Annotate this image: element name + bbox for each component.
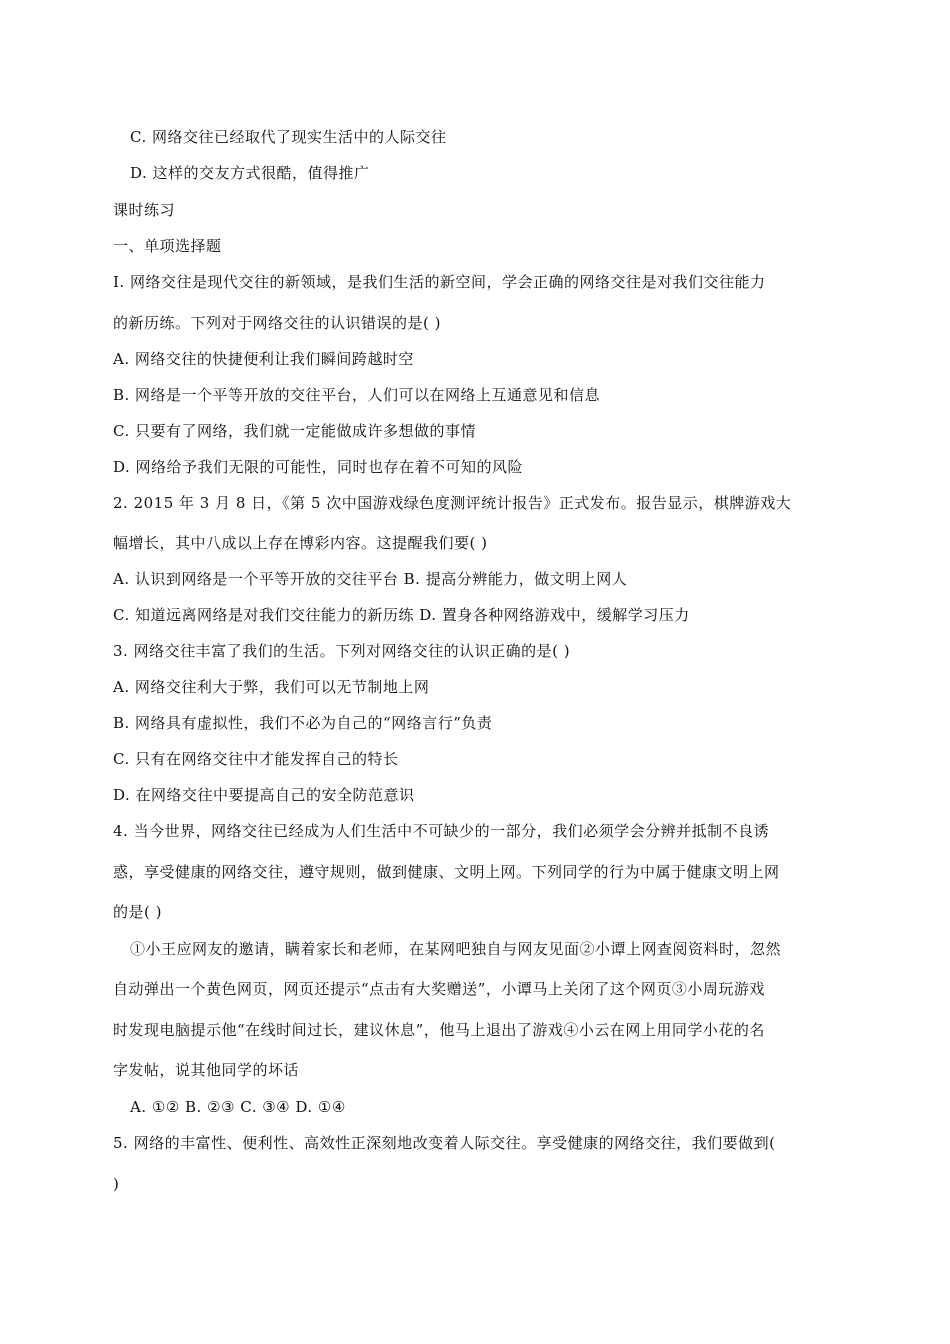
question-1-option-b: B. 网络是一个平等开放的交往平台，人们可以在网络上互通意见和信息 xyxy=(113,386,601,404)
option-c-previous-question: C. 网络交往已经取代了现实生活中的人际交往 xyxy=(130,128,447,146)
question-1-option-a: A. 网络交往的快捷便利让我们瞬间跨越时空 xyxy=(113,350,414,368)
question-5-line-2: ) xyxy=(113,1175,120,1193)
question-3-option-d: D. 在网络交往中要提高自己的安全防范意识 xyxy=(113,786,415,804)
question-3-option-a: A. 网络交往利大于弊，我们可以无节制地上网 xyxy=(113,678,430,696)
question-4-scenario-line-4: 字发帖，说其他同学的坏话 xyxy=(113,1061,300,1079)
question-4-scenario-line-3: 时发现电脑提示他“在线时间过长，建议休息”，他马上退出了游戏④小云在网上用同学小花的名 xyxy=(113,1021,765,1039)
question-2-line-1: 2. 2015 年 3 月 8 日，《第 5 次中国游戏绿色度测评统计报告》正式发布。报告显示，棋牌游戏大 xyxy=(113,494,792,512)
question-1-option-c: C. 只要有了网络，我们就一定能做成许多想做的事情 xyxy=(113,422,476,440)
question-4-line-1: 4. 当今世界，网络交往已经成为人们生活中不可缺少的一部分，我们必须学会分辨并抵制不良诱 xyxy=(113,822,770,840)
section-heading-single-choice: 一、单项选择题 xyxy=(113,237,222,255)
question-3-stem: 3. 网络交往丰富了我们的生活。下列对网络交往的认识正确的是( ) xyxy=(113,642,571,660)
question-4-scenario-line-2: 自动弹出一个黄色网页，网页还提示“点击有大奖赠送”，小谭马上关闭了这个网页③小周玩游戏 xyxy=(113,980,765,998)
question-2-line-2: 幅增长，其中八成以上存在博彩内容。这提醒我们要( ) xyxy=(113,534,488,552)
question-1-option-d: D. 网络给予我们无限的可能性，同时也存在着不可知的风险 xyxy=(113,458,524,476)
question-3-option-b: B. 网络具有虚拟性，我们不必为自己的“网络言行”负责 xyxy=(113,714,493,732)
question-4-options: A. ①② B. ②③ C. ③④ D. ①④ xyxy=(130,1098,346,1116)
question-3-option-c: C. 只有在网络交往中才能发挥自己的特长 xyxy=(113,750,399,768)
question-2-options-ab: A. 认识到网络是一个平等开放的交往平台 B. 提高分辨能力，做文明上网人 xyxy=(113,570,628,588)
section-heading-practice: 课时练习 xyxy=(113,201,176,219)
question-1-line-1: I. 网络交往是现代交往的新领域，是我们生活的新空间，学会正确的网络交往是对我们交往能力 xyxy=(113,273,766,291)
question-4-line-2: 惑，享受健康的网络交往，遵守规则，做到健康、文明上网。下列同学的行为中属于健康文明上网 xyxy=(113,863,780,881)
question-4-scenario-line-1: ①小王应网友的邀请，瞒着家长和老师，在某网吧独自与网友见面②小谭上网查阅资料时，忽然 xyxy=(130,940,782,958)
option-d-previous-question: D. 这样的交友方式很酷，值得推广 xyxy=(130,164,370,182)
question-2-options-cd: C. 知道远离网络是对我们交往能力的新历练 D. 置身各种网络游戏中，缓解学习压力 xyxy=(113,606,690,624)
question-4-line-3: 的是( ) xyxy=(113,903,162,921)
question-1-line-2: 的新历练。下列对于网络交往的认识错误的是( ) xyxy=(113,314,441,332)
question-5-line-1: 5. 网络的丰富性、便利性、高效性正深刻地改变着人际交往。享受健康的网络交往，我们要做到( xyxy=(113,1134,776,1152)
